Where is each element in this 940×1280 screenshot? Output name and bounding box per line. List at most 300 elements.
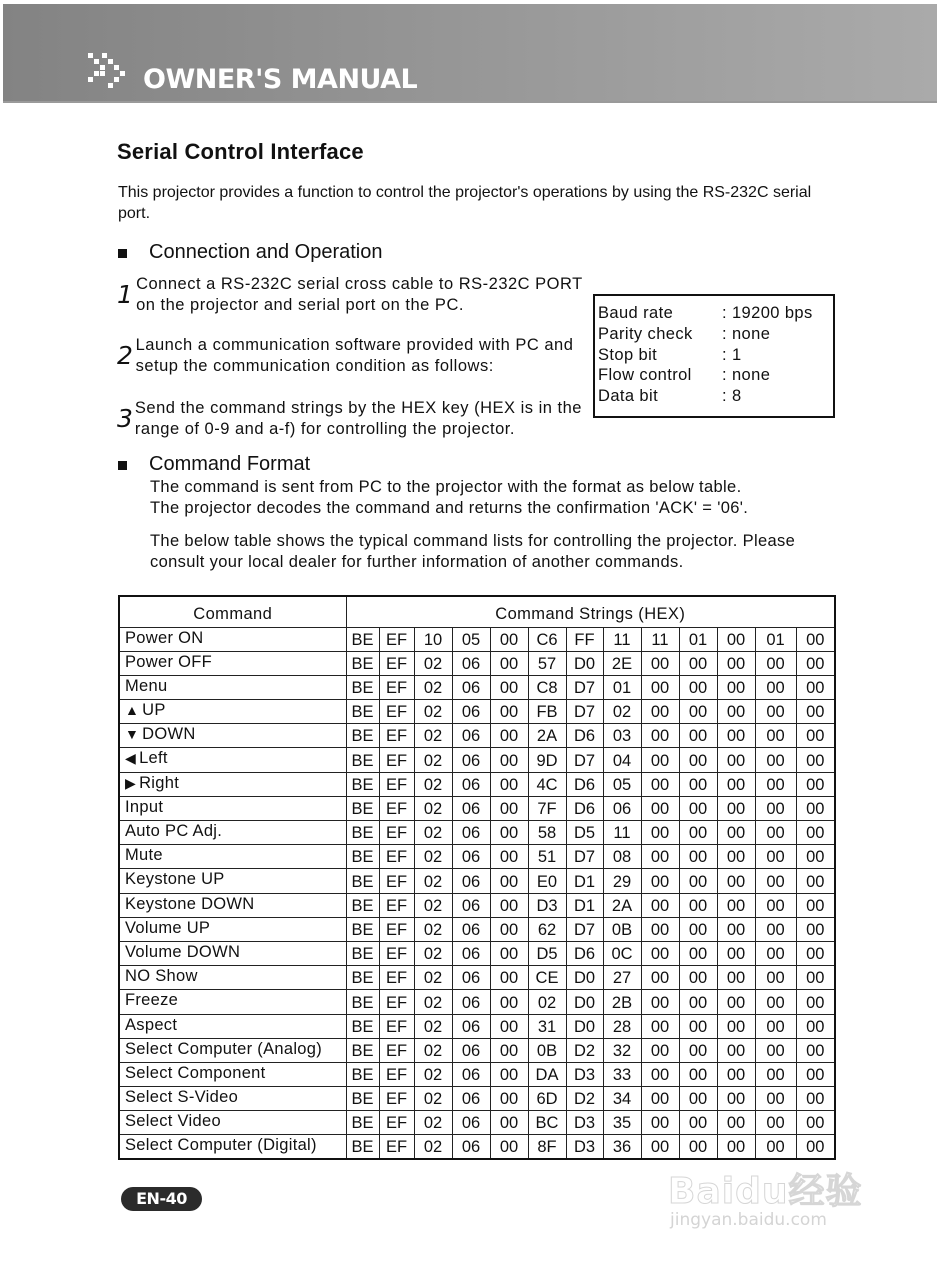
hex-byte-cell: 05 xyxy=(603,772,641,796)
hex-byte-cell: 00 xyxy=(641,917,679,941)
hex-byte-cell: 00 xyxy=(641,893,679,917)
hex-byte-cell: 00 xyxy=(679,700,717,724)
hex-byte-cell: 00 xyxy=(679,1062,717,1086)
hex-byte-cell: 00 xyxy=(755,845,796,869)
command-name: Left xyxy=(139,749,168,768)
hex-byte-cell: 9D xyxy=(528,748,566,772)
hex-byte-cell: 31 xyxy=(528,1014,566,1038)
hex-byte-cell: 08 xyxy=(603,845,641,869)
hex-byte-cell: 00 xyxy=(679,724,717,748)
hex-byte-cell: 00 xyxy=(679,796,717,820)
hex-byte-cell: 00 xyxy=(490,966,528,990)
square-bullet-icon xyxy=(118,249,127,258)
hex-byte-cell: BE xyxy=(346,845,379,869)
hex-byte-cell: 00 xyxy=(755,1038,796,1062)
arrow-icon: ▶ xyxy=(125,774,137,791)
hex-byte-cell: 00 xyxy=(490,1038,528,1062)
table-row xyxy=(119,1062,835,1086)
hex-byte-cell: 00 xyxy=(796,1135,835,1159)
hex-byte-cell: 02 xyxy=(414,941,452,965)
hex-byte-cell: 00 xyxy=(717,748,755,772)
table-row xyxy=(119,893,835,917)
hex-byte-cell: 00 xyxy=(796,1111,835,1135)
hex-byte-cell: 00 xyxy=(490,990,528,1014)
hex-byte-cell: 00 xyxy=(717,821,755,845)
hex-byte-cell: D6 xyxy=(566,941,603,965)
command-name-cell xyxy=(119,966,346,990)
hex-byte-cell: EF xyxy=(379,651,414,675)
section-heading-command-format xyxy=(118,453,310,476)
command-name-cell xyxy=(119,990,346,1014)
hex-byte-cell: 06 xyxy=(452,1062,490,1086)
setting-key: Parity check xyxy=(598,324,693,343)
hex-byte-cell: 00 xyxy=(641,796,679,820)
hex-byte-cell: 00 xyxy=(490,796,528,820)
command-name-cell xyxy=(119,821,346,845)
hex-byte-cell: 00 xyxy=(796,1087,835,1111)
step-2 xyxy=(117,335,587,377)
hex-byte-cell: 00 xyxy=(490,1062,528,1086)
hex-byte-cell: 02 xyxy=(414,893,452,917)
hex-byte-cell: 06 xyxy=(452,796,490,820)
hex-byte-cell: 00 xyxy=(490,724,528,748)
command-name: Volume DOWN xyxy=(125,942,241,961)
hex-byte-cell: 00 xyxy=(641,966,679,990)
hex-byte-cell: 00 xyxy=(717,675,755,699)
hex-byte-cell: D2 xyxy=(566,1087,603,1111)
hex-byte-cell: 00 xyxy=(490,1135,528,1159)
communication-settings-box xyxy=(593,294,835,418)
command-name: Select Video xyxy=(125,1112,221,1131)
hex-byte-cell: 29 xyxy=(603,869,641,893)
hex-byte-cell: 0B xyxy=(603,917,641,941)
command-name: DOWN xyxy=(142,725,196,744)
command-name-cell xyxy=(119,1062,346,1086)
hex-byte-cell: 06 xyxy=(452,1135,490,1159)
hex-byte-cell: 00 xyxy=(679,772,717,796)
hex-byte-cell: 00 xyxy=(796,845,835,869)
hex-byte-cell: 0B xyxy=(528,1038,566,1062)
hex-byte-cell: 10 xyxy=(414,627,452,651)
hex-byte-cell: 00 xyxy=(641,748,679,772)
hex-byte-cell: EF xyxy=(379,700,414,724)
command-name: Auto PC Adj. xyxy=(125,822,223,840)
hex-byte-cell: 00 xyxy=(755,748,796,772)
hex-byte-cell: 00 xyxy=(717,627,755,651)
table-row xyxy=(119,724,835,748)
hex-byte-cell: 06 xyxy=(452,821,490,845)
hex-byte-cell: 06 xyxy=(603,796,641,820)
hex-byte-cell: 00 xyxy=(755,724,796,748)
hex-byte-cell: 00 xyxy=(755,1111,796,1135)
hex-byte-cell: EF xyxy=(379,724,414,748)
step-text: Connect a RS-232C serial cross cable to RS-232C PORT on the projector and serial port on the PC. xyxy=(136,275,583,314)
hex-byte-cell: 11 xyxy=(603,821,641,845)
hex-byte-cell: EF xyxy=(379,1087,414,1111)
hex-byte-cell: 02 xyxy=(414,1087,452,1111)
hex-byte-cell: D3 xyxy=(566,1135,603,1159)
arrow-icon: ▲ xyxy=(125,702,140,719)
hex-byte-cell: 6D xyxy=(528,1087,566,1111)
hex-byte-cell: 06 xyxy=(452,966,490,990)
hex-byte-cell: 00 xyxy=(796,675,835,699)
hex-byte-cell: 00 xyxy=(679,1038,717,1062)
hex-byte-cell: 57 xyxy=(528,651,566,675)
hex-byte-cell: 00 xyxy=(717,990,755,1014)
hex-byte-cell: EF xyxy=(379,1062,414,1086)
hex-byte-cell: 00 xyxy=(717,796,755,820)
command-name: Select Computer (Analog) xyxy=(125,1039,323,1058)
hex-byte-cell: 00 xyxy=(755,869,796,893)
hex-byte-cell: 02 xyxy=(414,748,452,772)
table-row xyxy=(119,845,835,869)
hex-byte-cell: 00 xyxy=(717,772,755,796)
hex-byte-cell: 00 xyxy=(490,845,528,869)
table-row xyxy=(119,772,835,796)
hex-byte-cell: 00 xyxy=(490,1014,528,1038)
hex-byte-cell: BE xyxy=(346,941,379,965)
column-header-command-strings: Command Strings (HEX) xyxy=(346,596,835,627)
hex-byte-cell: 00 xyxy=(679,821,717,845)
setting-value: : 8 xyxy=(722,387,742,406)
hex-byte-cell: 00 xyxy=(717,1038,755,1062)
table-row xyxy=(119,941,835,965)
hex-byte-cell: 00 xyxy=(717,917,755,941)
hex-byte-cell: D3 xyxy=(566,1111,603,1135)
hex-byte-cell: 02 xyxy=(414,724,452,748)
setting-value: : 19200 bps xyxy=(722,304,813,322)
hex-byte-cell: 02 xyxy=(414,821,452,845)
table-header-row xyxy=(119,596,835,627)
hex-byte-cell: 58 xyxy=(528,821,566,845)
double-chevron-right-icon xyxy=(87,51,129,91)
hex-byte-cell: 00 xyxy=(679,1087,717,1111)
hex-byte-cell: FB xyxy=(528,700,566,724)
hex-byte-cell: 00 xyxy=(679,748,717,772)
table-row xyxy=(119,1038,835,1062)
hex-byte-cell: BE xyxy=(346,627,379,651)
hex-byte-cell: 06 xyxy=(452,651,490,675)
baidu-watermark xyxy=(668,1163,862,1230)
hex-byte-cell: 00 xyxy=(796,700,835,724)
hex-byte-cell: 00 xyxy=(717,941,755,965)
hex-byte-cell: 00 xyxy=(796,893,835,917)
intro-paragraph: This projector provides a function to control the projector's operations by using the RS-232C serial port. xyxy=(118,184,812,222)
hex-byte-cell: 00 xyxy=(679,675,717,699)
command-name: Aspect xyxy=(125,1015,178,1034)
hex-byte-cell: BC xyxy=(528,1111,566,1135)
table-row xyxy=(119,1087,835,1111)
hex-byte-cell: 36 xyxy=(603,1135,641,1159)
hex-byte-cell: BE xyxy=(346,796,379,820)
hex-byte-cell: EF xyxy=(379,845,414,869)
command-name: Freeze xyxy=(125,991,179,1010)
hex-byte-cell: 06 xyxy=(452,1014,490,1038)
hex-byte-cell: 06 xyxy=(452,917,490,941)
command-name-cell xyxy=(119,627,346,651)
hex-byte-cell: 03 xyxy=(603,724,641,748)
hex-byte-cell: 06 xyxy=(452,748,490,772)
hex-byte-cell: 00 xyxy=(717,869,755,893)
hex-byte-cell: BE xyxy=(346,700,379,724)
hex-byte-cell: 00 xyxy=(796,651,835,675)
table-row xyxy=(119,675,835,699)
step-3 xyxy=(117,398,587,440)
hex-byte-cell: BE xyxy=(346,675,379,699)
hex-byte-cell: 02 xyxy=(414,675,452,699)
manual-title: OWNER'S MANUAL xyxy=(143,64,418,95)
table-row xyxy=(119,1111,835,1135)
hex-byte-cell: 01 xyxy=(755,627,796,651)
page-title: Serial Control Interface xyxy=(117,139,364,164)
table-row xyxy=(119,869,835,893)
hex-byte-cell: BE xyxy=(346,748,379,772)
hex-byte-cell: 00 xyxy=(679,917,717,941)
hex-byte-cell: 00 xyxy=(755,893,796,917)
hex-byte-cell: EF xyxy=(379,917,414,941)
hex-byte-cell: 00 xyxy=(490,821,528,845)
section-heading-label: Connection and Operation xyxy=(149,241,383,263)
watermark-logo-text: Baidu经验 xyxy=(668,1171,863,1212)
command-name: Input xyxy=(125,797,164,816)
hex-byte-cell: D7 xyxy=(566,748,603,772)
hex-byte-cell: 02 xyxy=(414,990,452,1014)
hex-byte-cell: 00 xyxy=(796,772,835,796)
command-name-cell xyxy=(119,869,346,893)
command-name-cell xyxy=(119,1087,346,1111)
hex-byte-cell: BE xyxy=(346,917,379,941)
hex-byte-cell: D6 xyxy=(566,724,603,748)
setting-key: Data bit xyxy=(598,387,659,406)
hex-byte-cell: D7 xyxy=(566,845,603,869)
hex-byte-cell: 00 xyxy=(755,700,796,724)
watermark-url: jingyan.baidu.com xyxy=(670,1210,827,1230)
hex-byte-cell: 2E xyxy=(603,651,641,675)
hex-byte-cell: 00 xyxy=(755,966,796,990)
command-name: Select S-Video xyxy=(125,1088,239,1107)
hex-byte-cell: 2A xyxy=(528,724,566,748)
hex-byte-cell: 00 xyxy=(490,941,528,965)
step-number: 1 xyxy=(117,280,133,309)
hex-byte-cell: 00 xyxy=(641,1087,679,1111)
hex-byte-cell: D7 xyxy=(566,917,603,941)
command-name: Select Component xyxy=(125,1063,266,1082)
step-number: 3 xyxy=(117,404,133,433)
hex-byte-cell: C8 xyxy=(528,675,566,699)
hex-byte-cell: 00 xyxy=(490,700,528,724)
hex-byte-cell: 00 xyxy=(796,869,835,893)
hex-byte-cell: 00 xyxy=(641,651,679,675)
hex-byte-cell: BE xyxy=(346,821,379,845)
table-row xyxy=(119,1014,835,1038)
hex-byte-cell: D7 xyxy=(566,700,603,724)
hex-byte-cell: C6 xyxy=(528,627,566,651)
paragraph-line: The command is sent from PC to the projector with the format as below table. xyxy=(150,478,742,496)
hex-byte-cell: 00 xyxy=(641,1135,679,1159)
hex-byte-cell: E0 xyxy=(528,869,566,893)
hex-byte-cell: 00 xyxy=(717,724,755,748)
command-name: Volume UP xyxy=(125,918,211,937)
setting-stop-bit xyxy=(598,345,833,366)
paragraph-line: The projector decodes the command and returns the confirmation 'ACK' = '06'. xyxy=(150,499,749,517)
table-row xyxy=(119,796,835,820)
hex-byte-cell: 00 xyxy=(641,941,679,965)
command-name-cell xyxy=(119,651,346,675)
hex-byte-cell: 02 xyxy=(414,796,452,820)
hex-byte-cell: EF xyxy=(379,1014,414,1038)
section-heading-connection xyxy=(118,241,383,264)
command-name: Right xyxy=(139,773,180,792)
hex-byte-cell: BE xyxy=(346,772,379,796)
hex-byte-cell: D3 xyxy=(528,893,566,917)
hex-byte-cell: BE xyxy=(346,724,379,748)
hex-byte-cell: 00 xyxy=(755,1062,796,1086)
command-name-cell xyxy=(119,724,346,748)
hex-byte-cell: 02 xyxy=(414,869,452,893)
hex-byte-cell: BE xyxy=(346,651,379,675)
command-name-cell xyxy=(119,1014,346,1038)
hex-byte-cell: 02 xyxy=(414,917,452,941)
command-name: Power OFF xyxy=(125,652,213,671)
hex-byte-cell: EF xyxy=(379,1135,414,1159)
hex-byte-cell: 00 xyxy=(755,941,796,965)
section-heading-label: Command Format xyxy=(149,453,311,475)
hex-byte-cell: 00 xyxy=(755,772,796,796)
hex-byte-cell: D0 xyxy=(566,990,603,1014)
hex-byte-cell: 06 xyxy=(452,845,490,869)
hex-byte-cell: 00 xyxy=(755,1014,796,1038)
hex-byte-cell: 06 xyxy=(452,700,490,724)
step-number: 2 xyxy=(117,341,133,370)
hex-byte-cell: 2B xyxy=(603,990,641,1014)
step-text: Launch a communication software provided with PC and setup the communication condition as follows: xyxy=(135,336,574,375)
hex-byte-cell: 00 xyxy=(641,724,679,748)
hex-byte-cell: 02 xyxy=(528,990,566,1014)
hex-byte-cell: 00 xyxy=(796,941,835,965)
hex-byte-cell: 00 xyxy=(796,821,835,845)
hex-byte-cell: 34 xyxy=(603,1087,641,1111)
hex-byte-cell: 06 xyxy=(452,1038,490,1062)
hex-byte-cell: EF xyxy=(379,1038,414,1062)
hex-byte-cell: 00 xyxy=(717,651,755,675)
command-name-cell xyxy=(119,1038,346,1062)
hex-byte-cell: 00 xyxy=(717,700,755,724)
table-row xyxy=(119,1135,835,1159)
command-name-cell xyxy=(119,796,346,820)
hex-byte-cell: 00 xyxy=(755,917,796,941)
hex-byte-cell: BE xyxy=(346,869,379,893)
hex-byte-cell: D0 xyxy=(566,966,603,990)
hex-byte-cell: 00 xyxy=(796,1062,835,1086)
hex-byte-cell: 00 xyxy=(490,893,528,917)
hex-byte-cell: 00 xyxy=(755,990,796,1014)
hex-byte-cell: 00 xyxy=(717,893,755,917)
hex-byte-cell: D5 xyxy=(566,821,603,845)
hex-byte-cell: 00 xyxy=(717,966,755,990)
hex-byte-cell: 7F xyxy=(528,796,566,820)
hex-byte-cell: 02 xyxy=(414,1062,452,1086)
command-name: Keystone UP xyxy=(125,870,225,889)
hex-byte-cell: 00 xyxy=(490,869,528,893)
command-name: Mute xyxy=(125,846,163,865)
hex-byte-cell: 8F xyxy=(528,1135,566,1159)
hex-byte-cell: 06 xyxy=(452,869,490,893)
command-name-cell xyxy=(119,845,346,869)
hex-byte-cell: 00 xyxy=(490,917,528,941)
hex-byte-cell: 00 xyxy=(679,1111,717,1135)
command-name: Keystone DOWN xyxy=(125,894,255,913)
table-row xyxy=(119,627,835,651)
command-format-paragraph xyxy=(150,477,840,519)
hex-byte-cell: D1 xyxy=(566,893,603,917)
hex-byte-cell: 00 xyxy=(717,1135,755,1159)
hex-byte-cell: DA xyxy=(528,1062,566,1086)
hex-byte-cell: 51 xyxy=(528,845,566,869)
hex-byte-cell: BE xyxy=(346,1087,379,1111)
hex-byte-cell: 00 xyxy=(796,627,835,651)
hex-byte-cell: 00 xyxy=(679,845,717,869)
hex-byte-cell: 06 xyxy=(452,675,490,699)
hex-byte-cell: 00 xyxy=(717,1087,755,1111)
setting-value: : none xyxy=(722,324,771,343)
command-name-cell xyxy=(119,1111,346,1135)
hex-byte-cell: 02 xyxy=(414,651,452,675)
hex-byte-cell: 00 xyxy=(717,845,755,869)
hex-byte-cell: EF xyxy=(379,821,414,845)
hex-byte-cell: 00 xyxy=(717,1111,755,1135)
command-name: Power ON xyxy=(125,628,204,647)
hex-byte-cell: 02 xyxy=(603,700,641,724)
arrow-icon: ▼ xyxy=(125,726,140,743)
hex-byte-cell: 00 xyxy=(490,675,528,699)
setting-value: : none xyxy=(722,366,771,385)
hex-byte-cell: D0 xyxy=(566,651,603,675)
hex-byte-cell: 00 xyxy=(641,845,679,869)
square-bullet-icon xyxy=(118,461,127,470)
hex-byte-cell: BE xyxy=(346,1014,379,1038)
hex-byte-cell: 00 xyxy=(490,1087,528,1111)
command-name-cell xyxy=(119,675,346,699)
table-row xyxy=(119,966,835,990)
hex-byte-cell: D6 xyxy=(566,796,603,820)
hex-byte-cell: 00 xyxy=(796,724,835,748)
hex-byte-cell: D1 xyxy=(566,869,603,893)
hex-byte-cell: EF xyxy=(379,675,414,699)
hex-byte-cell: D5 xyxy=(528,941,566,965)
hex-byte-cell: 02 xyxy=(414,966,452,990)
command-name: Select Computer (Digital) xyxy=(125,1136,317,1155)
table-row xyxy=(119,700,835,724)
hex-byte-cell: 01 xyxy=(679,627,717,651)
hex-byte-cell: 00 xyxy=(490,1111,528,1135)
hex-byte-cell: 06 xyxy=(452,941,490,965)
hex-byte-cell: 00 xyxy=(755,1135,796,1159)
command-name-cell xyxy=(119,748,346,772)
hex-byte-cell: 00 xyxy=(796,748,835,772)
command-name: Menu xyxy=(125,676,168,695)
hex-byte-cell: 00 xyxy=(641,1038,679,1062)
hex-byte-cell: 00 xyxy=(755,651,796,675)
setting-value: : 1 xyxy=(722,345,742,364)
hex-byte-cell: 02 xyxy=(414,772,452,796)
hex-byte-cell: 02 xyxy=(414,1135,452,1159)
hex-byte-cell: 06 xyxy=(452,724,490,748)
table-row xyxy=(119,748,835,772)
hex-byte-cell: 00 xyxy=(679,651,717,675)
hex-byte-cell: 00 xyxy=(641,869,679,893)
hex-byte-cell: D7 xyxy=(566,675,603,699)
hex-byte-cell: 00 xyxy=(679,1135,717,1159)
